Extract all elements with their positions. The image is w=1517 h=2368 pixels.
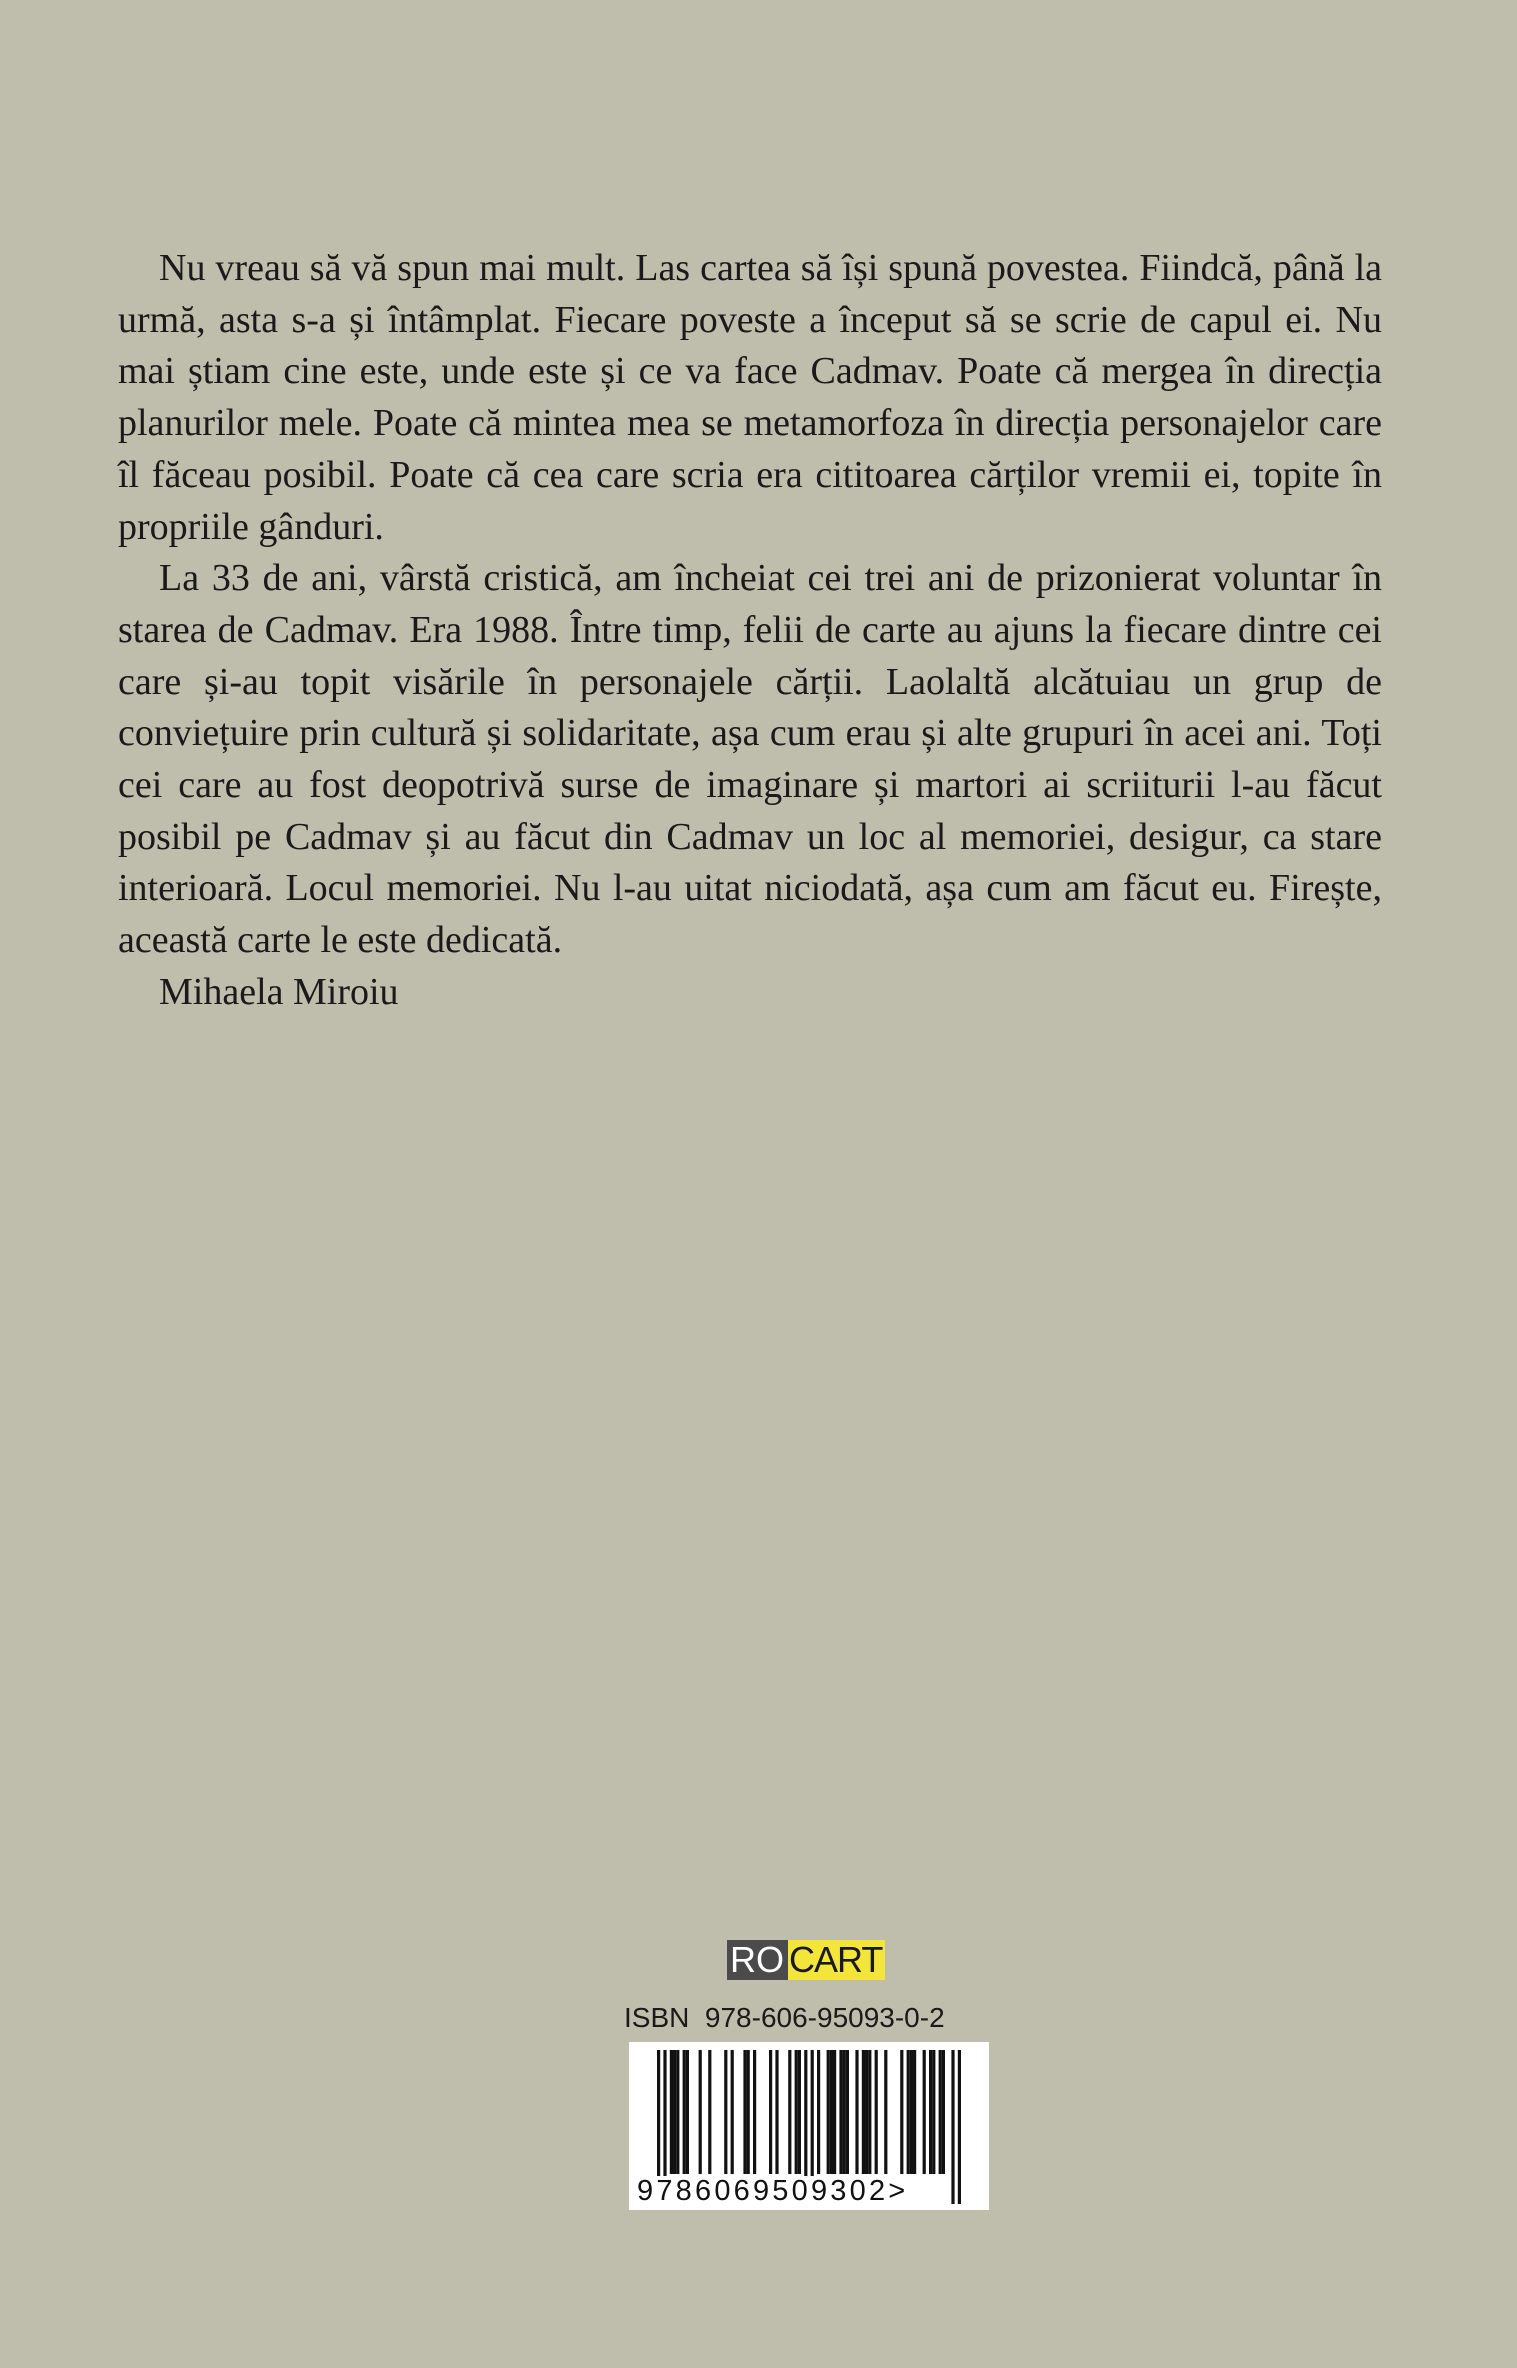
author-signature: Mihaela Miroiu xyxy=(159,970,399,1013)
barcode-bar xyxy=(929,2050,932,2174)
barcode-bar xyxy=(833,2050,836,2174)
barcode-bar xyxy=(865,2050,868,2174)
barcode-bar xyxy=(907,2050,910,2174)
barcode-bar xyxy=(884,2050,887,2174)
publisher-logo-cart: CART xyxy=(788,1940,885,1980)
barcode-digits xyxy=(637,2176,908,2206)
barcode-bar xyxy=(699,2050,702,2174)
barcode-bar xyxy=(708,2050,711,2174)
barcode-bar xyxy=(868,2050,871,2174)
barcode-bar xyxy=(683,2050,686,2174)
barcode-bar xyxy=(827,2050,830,2174)
barcode-bar xyxy=(798,2050,801,2174)
barcode-bar xyxy=(676,2050,679,2174)
blurb-paragraph-2: La 33 de ani, vârstă cristică, am încheiat cei trei ani de prizonierat voluntar în starea de Cadmav. Era 1988. Între timp, felii de carte au ajuns la fiecare dintre cei care și-au topit visările în personajele cărții. Laolaltă alcătuiau un grup de conviețuire prin cultură și solidaritate, așa cum erau și alte grupuri în acei ani. Toți cei care au fost deopotrivă surse de imaginare și martori ai scriiturii l-au făcut posibil pe Cadmav și au făcut din Cadmav un loc al memoriei, desigur, ca stare interioară. Locul memoriei. Nu l-au uitat niciodată, așa cum am făcut eu. Firește, această carte le este dedicată. xyxy=(118,557,1382,962)
barcode-bar xyxy=(788,2050,791,2174)
barcode-bar xyxy=(862,2050,865,2174)
isbn-barcode xyxy=(629,2042,989,2210)
barcode-bar xyxy=(839,2050,842,2174)
barcode-bar xyxy=(817,2050,820,2174)
back-cover-blurb xyxy=(118,243,1382,1019)
barcode-bar xyxy=(769,2050,772,2174)
barcode-bar xyxy=(731,2050,734,2174)
barcode-bar xyxy=(795,2050,798,2174)
barcode-bar xyxy=(910,2050,913,2174)
barcode-bar xyxy=(923,2050,926,2174)
barcode-bar xyxy=(900,2050,903,2174)
barcode-bar xyxy=(855,2050,858,2174)
barcode-bar xyxy=(939,2050,942,2174)
barcode-bar xyxy=(843,2050,846,2174)
barcode-bar xyxy=(753,2050,756,2174)
barcode-guard-bar xyxy=(958,2050,961,2204)
barcode-bar xyxy=(673,2050,676,2174)
barcode-bar xyxy=(830,2050,833,2174)
barcode-bar xyxy=(942,2050,945,2174)
publisher-logo xyxy=(727,1940,885,1980)
barcode-bar xyxy=(724,2050,727,2174)
barcode-bar xyxy=(932,2050,935,2174)
barcode-bar xyxy=(743,2050,746,2174)
publisher-logo-ro: RO xyxy=(727,1940,788,1980)
blurb-paragraph-1: Nu vreau să vă spun mai mult. Las cartea să își spună povestea. Fiindcă, până la urmă, asta s-a și întâmplat. Fiecare poveste a început să se scrie de capul ei. Nu mai știam cine este, unde este și ce va face Cadmav. Poate că mergea în direcția planurilor mele. Poate că mintea mea se metamorfoza în direcția personajelor care îl făceau posibil. Poate că cea care scria era cititoarea cărților vremii ei, topite în propriile gânduri. xyxy=(118,247,1382,548)
barcode-bar xyxy=(875,2050,878,2174)
barcode-bar xyxy=(670,2050,673,2174)
barcode-bar xyxy=(747,2050,750,2174)
barcode-bar xyxy=(913,2050,916,2174)
barcode-end-marker: > xyxy=(888,2175,909,2207)
barcode-bar xyxy=(846,2050,849,2174)
barcode-digit-string: 9786069509302 xyxy=(637,2175,889,2207)
barcode-guard-bar xyxy=(951,2050,954,2204)
barcode-bar xyxy=(686,2050,689,2174)
isbn-number: ISBN 978-606-95093-0-2 xyxy=(624,2002,945,2033)
barcode-bar xyxy=(775,2050,778,2174)
